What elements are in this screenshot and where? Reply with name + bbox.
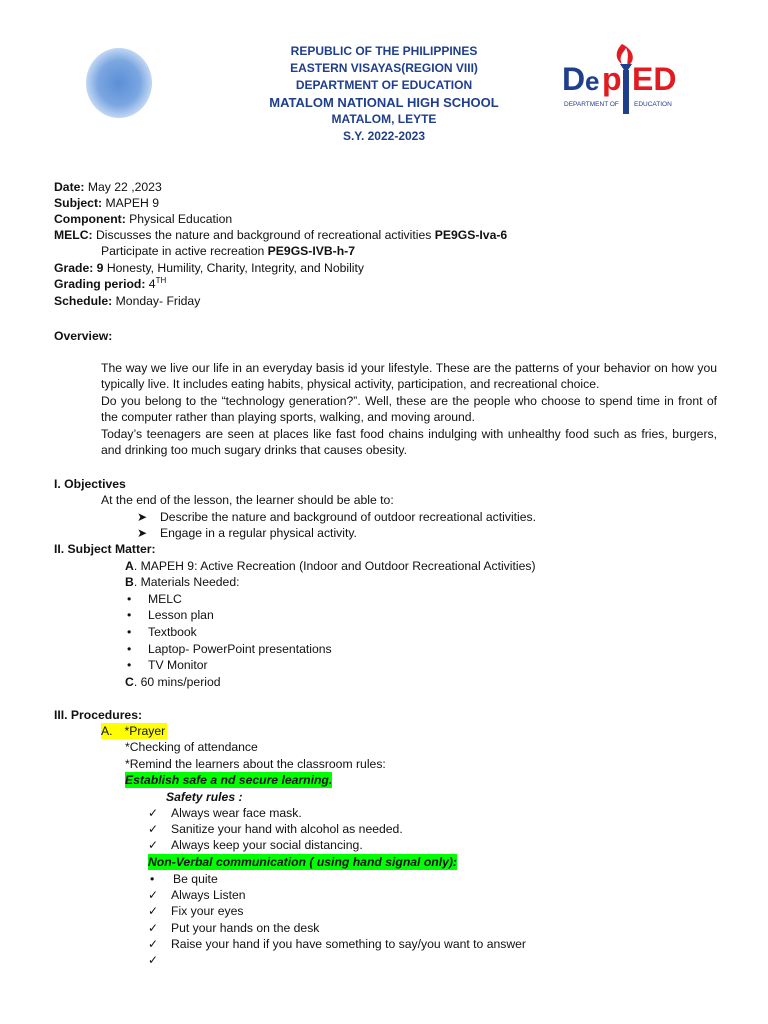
deped-logo	[560, 40, 702, 120]
check-icon	[148, 837, 158, 853]
check-icon	[148, 821, 158, 837]
safety-rule-item: Always keep your social distancing.	[171, 838, 363, 852]
bullet-icon: •	[127, 608, 132, 622]
overview-paragraph-1: The way we live our life in an everyday basis id your lifestyle. These are the patterns of your behavior on how you typically live. It includes eating habits, physical activity, participation, and recreational choice.	[101, 361, 717, 392]
melc-code-1: PE9GS-Iva-6	[434, 228, 508, 242]
bullet-icon: •	[127, 642, 132, 656]
melc-line	[54, 227, 507, 243]
grading-period-value: 4	[145, 277, 156, 291]
subject-matter-b-label: B	[125, 575, 134, 589]
melc-line-2	[101, 243, 355, 259]
subject-label: Subject:	[54, 196, 103, 210]
material-item: Lesson plan	[148, 608, 214, 622]
grading-period-line	[54, 276, 166, 292]
overview-paragraph-3: Today’s teenagers are seen at places like fast food chains indulging with unhealthy food such as fries, burgers, and drinking too much sugary drinks that causes obesity.	[101, 427, 717, 458]
svg-text:DEPARTMENT OF: DEPARTMENT OF	[564, 101, 619, 108]
objectives-intro: At the end of the lesson, the learner should be able to:	[101, 493, 394, 507]
svg-text:EDUCATION: EDUCATION	[634, 101, 672, 108]
melc-text-1: Discusses the nature and background of recreational activities	[92, 228, 435, 242]
svg-text:p: p	[602, 61, 622, 97]
objectives-heading: I. Objectives	[54, 477, 126, 491]
bullet-icon: •	[127, 625, 132, 639]
grade-line	[54, 260, 364, 276]
schedule-value: Monday- Friday	[112, 294, 201, 308]
date-value: May 22 ,2023	[84, 180, 162, 194]
procedure-a-label: A.	[101, 724, 113, 738]
subject-matter-b-text: . Materials Needed:	[133, 575, 240, 589]
nonverbal-item: Raise your hand if you have something to say/you want to answer	[171, 937, 526, 951]
grading-period-sup: TH	[155, 275, 167, 285]
safety-rule-item: Always wear face mask.	[171, 806, 302, 820]
check-icon	[148, 903, 158, 919]
melc-code-2: PE9GS-IVB-h-7	[267, 244, 356, 258]
material-item: Textbook	[148, 625, 197, 639]
component-value: Physical Education	[125, 212, 233, 226]
objective-item: Describe the nature and background of outdoor recreational activities.	[160, 510, 537, 524]
header-line-5: MATALOM, LEYTE	[331, 112, 437, 126]
overview-heading: Overview:	[54, 329, 113, 343]
header-line-6: S.Y. 2022-2023	[342, 129, 426, 143]
subject-value: MAPEH 9	[102, 196, 159, 210]
subject-matter-b	[125, 574, 240, 590]
subject-matter-a	[125, 558, 536, 574]
procedure-remind: *Remind the learners about the classroom rules:	[125, 757, 386, 771]
overview-paragraph-2: Do you belong to the “technology generation?”. Well, these are the people who choose to spend time in front of the computer rather than playing sports, walking, and moving around.	[101, 394, 717, 425]
component-line	[54, 211, 232, 227]
procedures-heading: III. Procedures:	[54, 708, 143, 722]
non-verbal-communication: Non-Verbal communication ( using hand signal only):	[148, 855, 457, 869]
subject-line	[54, 195, 159, 211]
nonverbal-item: Fix your eyes	[171, 904, 244, 918]
objective-arrow-icon: ➤	[137, 526, 148, 540]
check-icon	[148, 805, 158, 821]
nonverbal-item: Be quite	[173, 872, 218, 886]
nonverbal-item: Always Listen	[171, 888, 246, 902]
objective-arrow-icon: ➤	[137, 510, 148, 524]
header-line-2: EASTERN VISAYAS(REGION VIII)	[290, 61, 478, 75]
grade-value: Honesty, Humility, Charity, Integrity, and Nobility	[103, 261, 364, 275]
svg-text:ED: ED	[632, 61, 677, 97]
date-line	[54, 179, 162, 195]
material-item: Laptop- PowerPoint presentations	[148, 642, 332, 656]
bullet-icon: •	[150, 872, 155, 886]
melc-label: MELC:	[54, 228, 93, 242]
bullet-icon: •	[127, 592, 132, 606]
subject-matter-heading: II. Subject Matter:	[54, 542, 156, 556]
procedure-attendance: *Checking of attendance	[125, 740, 258, 754]
subject-matter-a-label: A	[125, 559, 134, 573]
header-line-4: MATALOM NATIONAL HIGH SCHOOL	[269, 95, 499, 110]
svg-text:e: e	[585, 66, 600, 96]
subject-matter-c	[125, 674, 221, 690]
bullet-icon: •	[127, 658, 132, 672]
schedule-line	[54, 293, 200, 309]
schedule-label: Schedule:	[54, 294, 113, 308]
check-icon	[148, 936, 158, 952]
objective-item: Engage in a regular physical activity.	[160, 526, 357, 540]
check-icon	[148, 920, 158, 936]
subject-matter-a-text: . MAPEH 9: Active Recreation (Indoor and Outdoor Recreational Activities)	[133, 559, 536, 573]
subject-matter-c-label: C	[125, 675, 134, 689]
header-line-1: REPUBLIC OF THE PHILIPPINES	[290, 44, 478, 58]
procedure-a	[101, 723, 167, 739]
grading-period-label: Grading period:	[54, 277, 146, 291]
date-label: Date:	[54, 180, 85, 194]
establish-safe-learning: Establish safe a nd secure learning.	[125, 773, 333, 787]
melc-text-2: Participate in active recreation	[101, 244, 268, 258]
material-item: MELC	[148, 592, 182, 606]
header-line-3: DEPARTMENT OF EDUCATION	[295, 78, 473, 92]
grade-label: Grade: 9	[54, 261, 104, 275]
subject-matter-c-text: . 60 mins/period	[133, 675, 221, 689]
material-item: TV Monitor	[148, 658, 208, 672]
nonverbal-item: Put your hands on the desk	[171, 921, 320, 935]
svg-text:D: D	[562, 61, 586, 97]
safety-rules-heading: Safety rules :	[166, 790, 243, 804]
safety-rule-item: Sanitize your hand with alcohol as needed.	[171, 822, 403, 836]
check-icon	[148, 952, 158, 968]
component-label: Component:	[54, 212, 126, 226]
check-icon	[148, 887, 158, 903]
procedure-a-text: *Prayer	[124, 724, 166, 738]
